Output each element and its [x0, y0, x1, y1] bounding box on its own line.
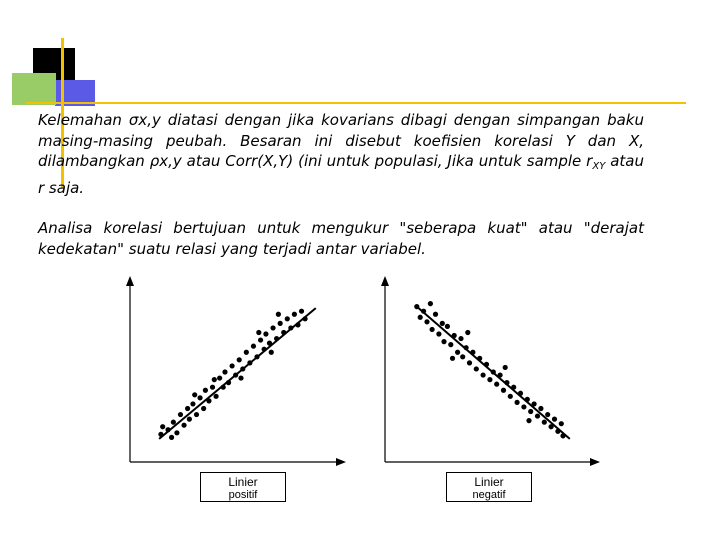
data-point — [526, 418, 531, 423]
data-point — [487, 377, 492, 382]
data-point — [254, 354, 259, 359]
data-point — [455, 350, 460, 355]
chart-positive-plot — [158, 308, 315, 440]
data-point — [201, 406, 206, 411]
data-point — [545, 412, 550, 417]
data-point — [503, 365, 508, 370]
label-positive-line1: Linier — [228, 475, 258, 489]
data-point — [274, 336, 279, 341]
data-point — [491, 369, 496, 374]
paragraph-correlation-analysis: Analisa korelasi bertujuan untuk mengukur "seberapa kuat" atau "derajat kedekatan" suatu relasi yang terjadi antar variabel. — [38, 219, 644, 258]
data-point — [213, 394, 218, 399]
data-point — [535, 413, 540, 418]
data-point — [226, 380, 231, 385]
data-point — [276, 312, 281, 317]
data-point — [521, 404, 526, 409]
rho-symbol: ρ — [149, 152, 160, 170]
data-point — [203, 388, 208, 393]
sigma-symbol: σ — [128, 111, 139, 129]
data-point — [281, 330, 286, 335]
data-point — [178, 412, 183, 417]
data-point — [445, 324, 450, 329]
data-point — [262, 347, 267, 352]
data-point — [267, 341, 272, 346]
data-point — [263, 331, 268, 336]
p1-text-2: x,y diatasi dengan jika kovarians dibagi dengan simpangan baku masing-masing peubah. Besaran ini disebut koefisien korelasi Y dan X, dilambangkan — [38, 111, 644, 170]
data-point — [240, 366, 245, 371]
data-point — [542, 420, 547, 425]
data-point — [458, 336, 463, 341]
data-point — [528, 409, 533, 414]
data-point — [474, 366, 479, 371]
data-point — [481, 372, 486, 377]
data-point — [197, 395, 202, 400]
data-point — [237, 357, 242, 362]
data-point — [448, 342, 453, 347]
data-point — [194, 412, 199, 417]
data-point — [552, 417, 557, 422]
data-point — [185, 406, 190, 411]
label-linear-negative — [446, 472, 532, 502]
data-point — [470, 350, 475, 355]
data-point — [238, 375, 243, 380]
r-subscript: XY — [592, 161, 606, 172]
data-point — [295, 322, 300, 327]
data-point — [433, 312, 438, 317]
data-point — [549, 424, 554, 429]
data-point — [430, 327, 435, 332]
data-point — [192, 392, 197, 397]
data-point — [212, 377, 217, 382]
data-point — [494, 382, 499, 387]
data-point — [460, 354, 465, 359]
data-point — [160, 424, 165, 429]
data-point — [171, 420, 176, 425]
data-point — [181, 423, 186, 428]
label-positive-line2: positif — [228, 489, 258, 501]
label-negative-line2: negatif — [472, 489, 506, 501]
data-point — [555, 429, 560, 434]
data-point — [508, 394, 513, 399]
p1-text-3: x,y atau Corr(X,Y) (ini untuk populasi, Jika untuk sample r — [159, 152, 593, 170]
data-point — [465, 330, 470, 335]
data-point — [190, 401, 195, 406]
data-point — [441, 339, 446, 344]
data-point — [221, 385, 226, 390]
data-point — [525, 397, 530, 402]
data-point — [421, 309, 426, 314]
data-point — [559, 421, 564, 426]
data-point — [217, 375, 222, 380]
data-point — [428, 301, 433, 306]
data-point — [251, 344, 256, 349]
data-point — [292, 312, 297, 317]
p1-text-1: Kelemahan — [38, 111, 129, 129]
data-point — [299, 309, 304, 314]
data-point — [518, 391, 523, 396]
data-point — [233, 372, 238, 377]
data-point — [256, 330, 261, 335]
data-point — [414, 304, 419, 309]
data-point — [210, 385, 215, 390]
data-point — [440, 321, 445, 326]
chart-negative-plot — [414, 301, 570, 439]
data-point — [418, 315, 423, 320]
chart-positive-axes — [126, 276, 346, 466]
data-point — [504, 380, 509, 385]
data-point — [258, 337, 263, 342]
data-point — [165, 427, 170, 432]
data-point — [244, 350, 249, 355]
data-point — [169, 435, 174, 440]
data-point — [511, 385, 516, 390]
data-point — [464, 345, 469, 350]
data-point — [269, 350, 274, 355]
data-point — [230, 363, 235, 368]
data-point — [288, 325, 293, 330]
p1-text-4: atau r saja. — [38, 152, 644, 197]
data-point — [560, 433, 565, 438]
data-point — [538, 406, 543, 411]
data-point — [477, 356, 482, 361]
label-negative-line1: Linier — [474, 475, 504, 489]
data-point — [484, 362, 489, 367]
data-point — [174, 430, 179, 435]
data-point — [424, 319, 429, 324]
data-point — [515, 400, 520, 405]
data-point — [302, 316, 307, 321]
data-point — [467, 360, 472, 365]
data-point — [278, 321, 283, 326]
data-point — [222, 369, 227, 374]
data-point — [450, 356, 455, 361]
data-point — [270, 325, 275, 330]
data-point — [285, 316, 290, 321]
data-point — [501, 388, 506, 393]
data-point — [247, 360, 252, 365]
data-point — [436, 331, 441, 336]
data-point — [532, 401, 537, 406]
data-point — [187, 417, 192, 422]
label-linear-positive — [200, 472, 286, 502]
data-point — [158, 432, 163, 437]
data-point — [452, 333, 457, 338]
data-point — [498, 372, 503, 377]
data-point — [206, 398, 211, 403]
